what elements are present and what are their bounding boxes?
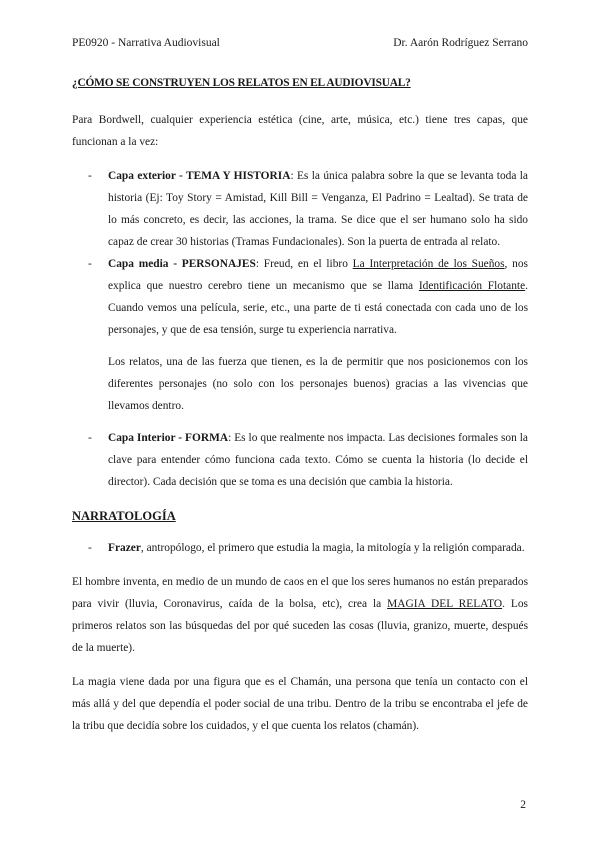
layers-list <box>72 165 528 493</box>
header-course: PE0920 - Narrativa Audiovisual <box>72 37 220 49</box>
intro-paragraph: Para Bordwell, cualquier experiencia estética (cine, arte, música, etc.) tiene tres capas, que funcionan a la vez: <box>72 114 528 148</box>
book-title: La Interpretación de los Sueños <box>352 258 505 270</box>
page-number: 2 <box>520 799 526 811</box>
list-item-frazer <box>72 537 528 559</box>
list-dash: - <box>88 542 92 554</box>
frazer-label: Frazer <box>108 542 141 554</box>
exterior-text: : Es la única palabra sobre la que se levanta toda la historia (Ej: Toy Story = Amistad, Kill Bill = Venganza, El Padrino = Lealtad). Se trata de lo más concreto, es decir, las acciones, la trama. Se dice que el ser humano solo ha sido capaz de crear 30 historias (Tramas Fundacionales). Son la puerta de entrada al relato. <box>108 170 528 248</box>
frazer-text: , antropólogo, el primero que estudia la magia, la mitología y la religión comparada. <box>140 542 525 554</box>
media-label: Capa media - PERSONAJES <box>108 258 256 270</box>
narratology-title: NARRATOLOGÍA <box>72 509 176 523</box>
section-title-text: ¿CÓMO SE CONSTRUYEN LOS RELATOS EN EL AUDIOVISUAL? <box>72 77 411 89</box>
section-title <box>72 72 528 94</box>
narratology-paragraph-2: La magia viene dada por una figura que es el Chamán, una persona que tenía un contacto con el más allá y del que dependía el poder social de una tribu. Dentro de la tribu se encontraba el jefe de la tribu que decidía sobre los cuidados, y el que cuenta los relatos (chamán). <box>72 676 528 732</box>
page-body <box>72 72 528 737</box>
spacer <box>72 417 528 427</box>
p1-text-a: El hombre inventa, en medio de un mundo de caos en el que los seres humanos no están preparados para vivir (lluvia, Coronavirus, caída de la bolsa, etc), crea la <box>72 576 528 610</box>
list-item-exterior <box>72 165 528 253</box>
exterior-label: Capa exterior - TEMA Y HISTORIA <box>108 170 291 182</box>
magia-del-relato: MAGIA DEL RELATO <box>387 598 503 610</box>
media-text-a: : Freud, en el libro <box>255 258 353 270</box>
media-extra-paragraph: Los relatos, una de las fuerza que tienen, es la de permitir que nos posicionemos con los diferentes personajes (no solo con los personajes buenos) gracias a las vivencias que llevamos dentro. <box>108 356 528 412</box>
interior-text: : Es lo que realmente nos impacta. Las decisiones formales son la clave para entender cómo funciona cada texto. Cómo se cuenta la historia (lo decide el director). Cada decisión que se toma es una decisión que cambia la historia. <box>108 432 528 488</box>
identification-term: Identificación Flotante <box>418 280 526 292</box>
header-author: Dr. Aarón Rodríguez Serrano <box>393 37 528 49</box>
list-item-interior <box>72 427 528 493</box>
list-item-media <box>72 253 528 341</box>
list-dash: - <box>88 432 92 444</box>
list-dash: - <box>88 258 92 270</box>
interior-label: Capa Interior - FORMA <box>108 432 229 444</box>
media-text-c: . Cuando vemos una película, serie, etc., una parte de ti está conectada con cada uno de los personajes, y que de esa tensión, surge tu experiencia narrativa. <box>108 280 529 336</box>
list-dash: - <box>88 170 92 182</box>
media-text-b: , nos explica que nuestro cerebro tiene un mecanismo que se llama <box>108 258 528 292</box>
narratology-paragraph-1 <box>72 571 528 659</box>
p1-text-b: . Los primeros relatos son las búsquedas del por qué suceden las cosas (lluvia, granizo, muerte, después de la muerte). <box>72 598 528 654</box>
